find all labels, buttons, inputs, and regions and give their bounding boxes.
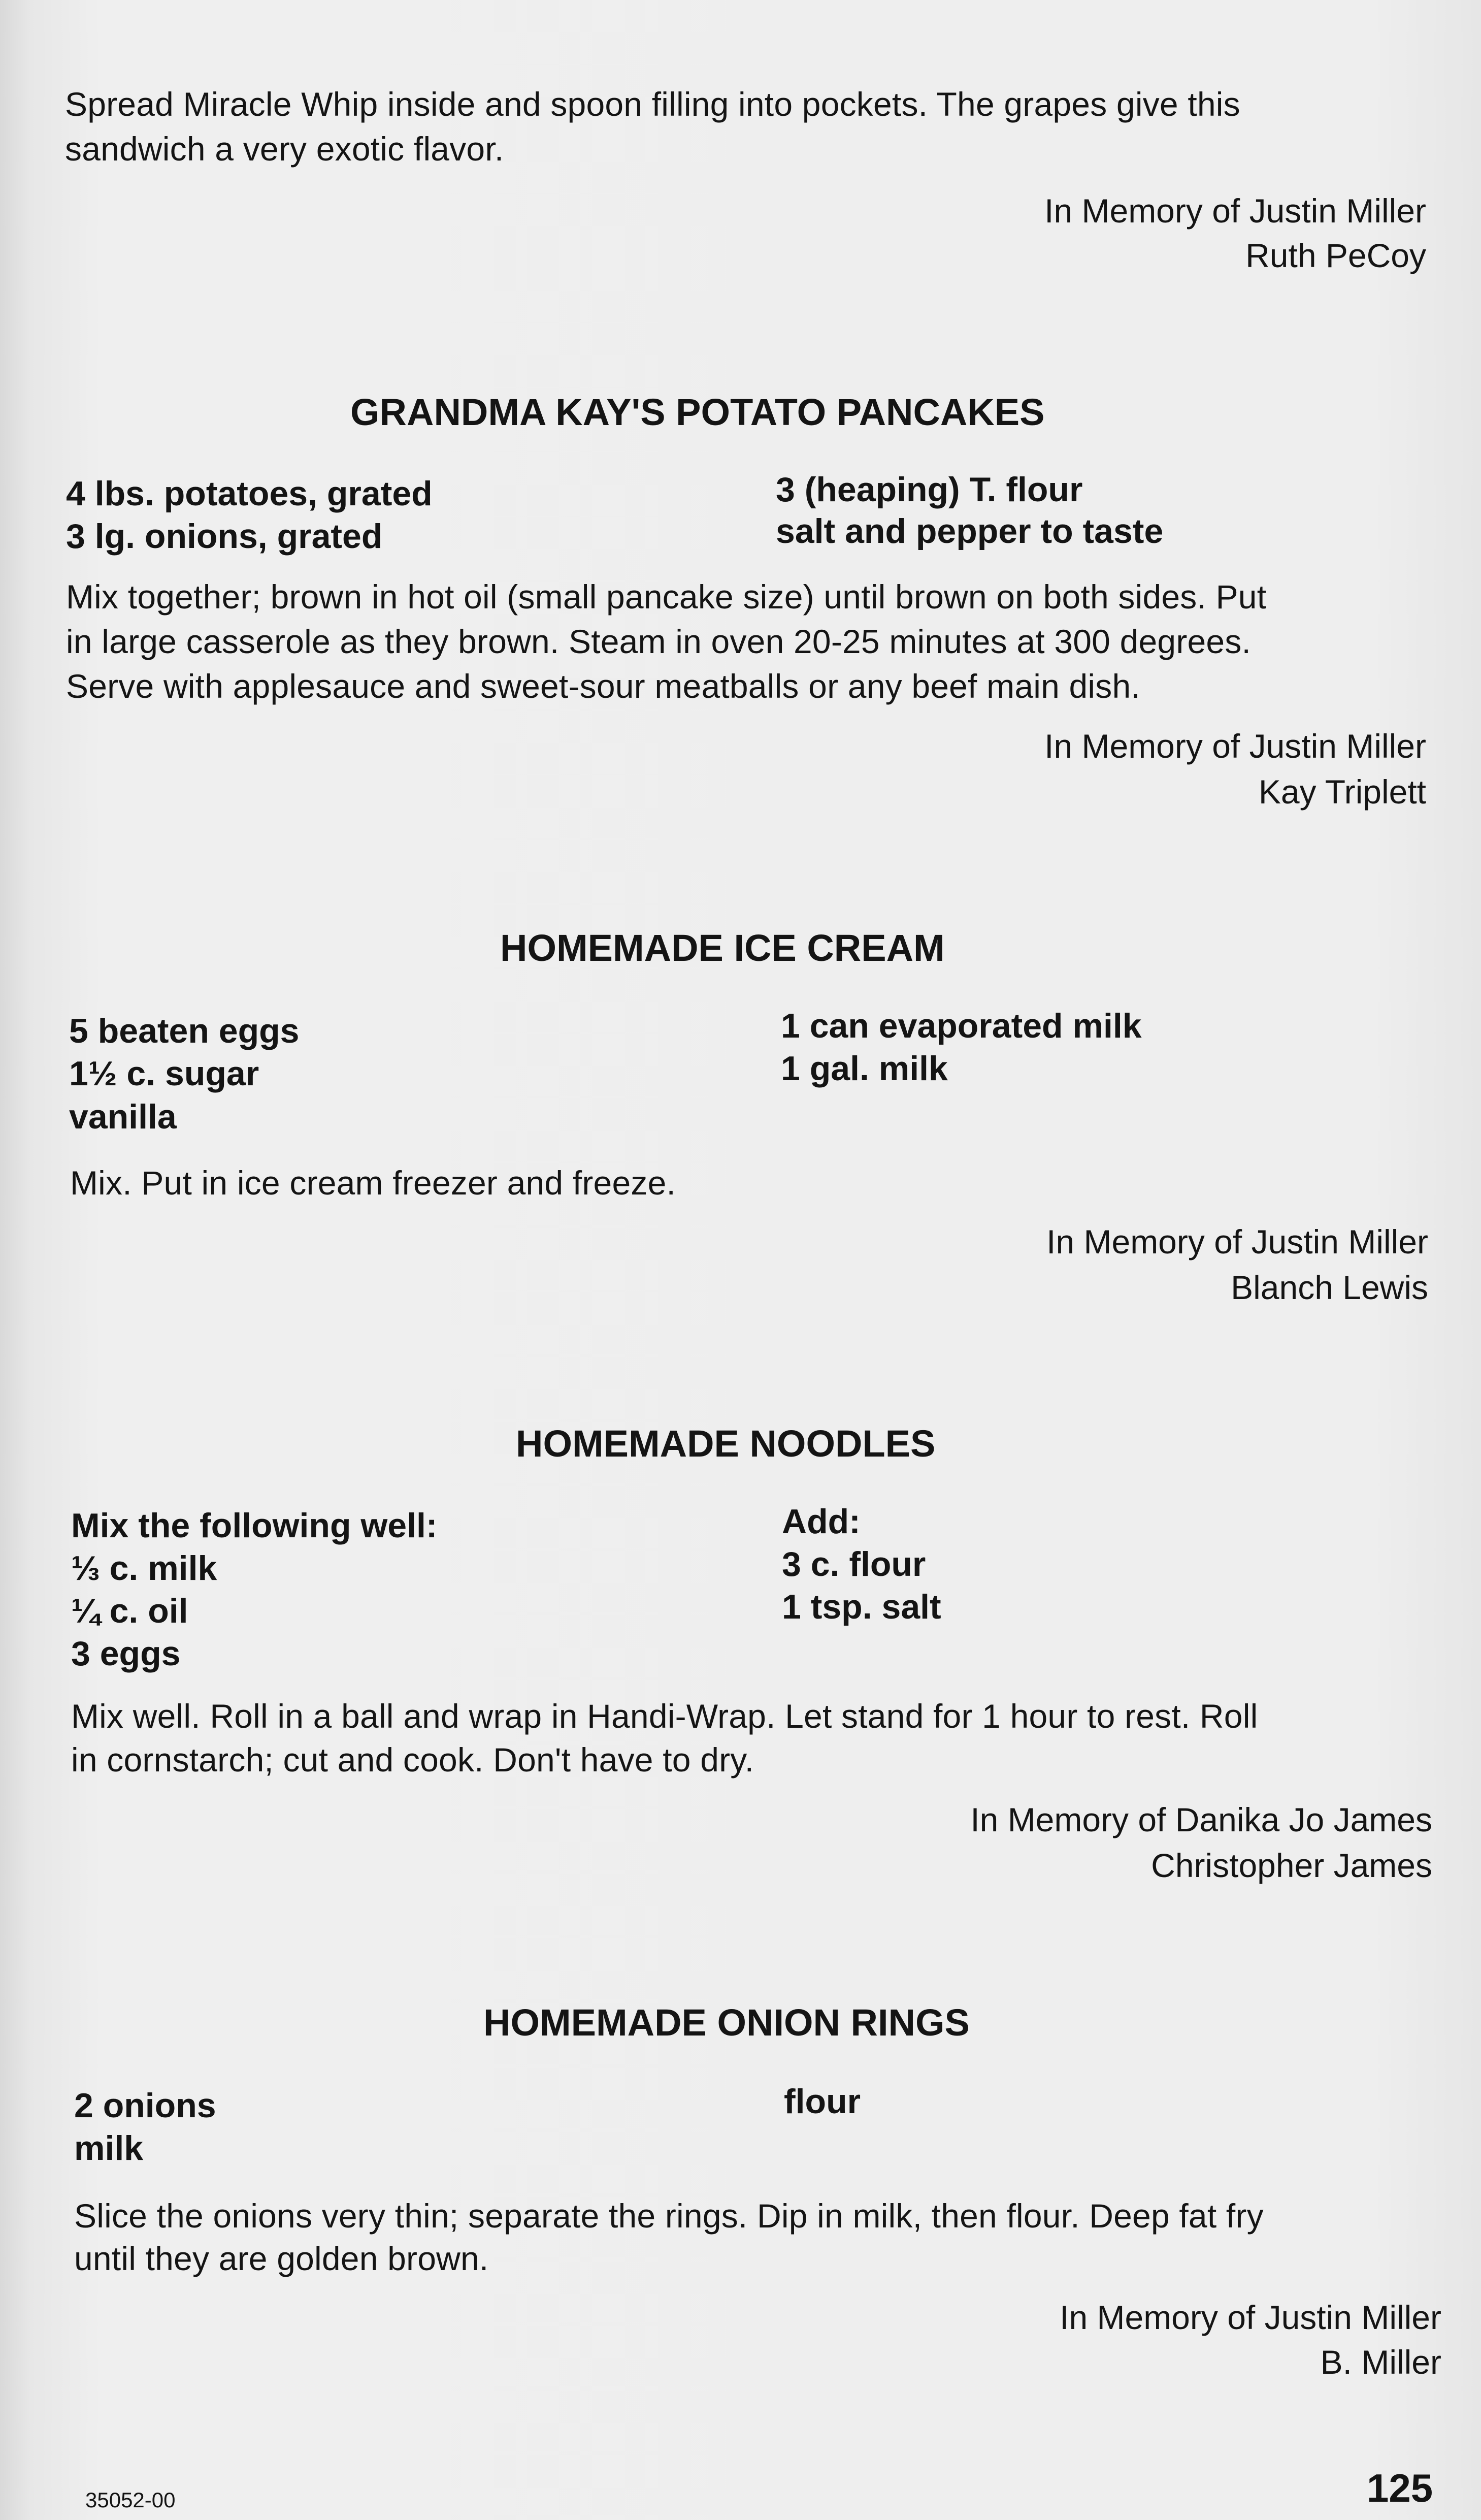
recipe-title-potato-pancakes: GRANDMA KAY'S POTATO PANCAKES xyxy=(350,391,1045,433)
recipe-title-noodles: HOMEMADE NOODLES xyxy=(516,1423,936,1465)
top-recipe-signature-line-1: In Memory of Justin Miller xyxy=(1044,192,1426,230)
signature-author: Christopher James xyxy=(1151,1847,1432,1884)
signature-author: Blanch Lewis xyxy=(1231,1269,1428,1306)
ingredient-right: 1 gal. milk xyxy=(781,1049,948,1088)
method-line: Mix together; brown in hot oil (small pancake size) until brown on both sides. Put xyxy=(66,578,1267,616)
ingredient-left: vanilla xyxy=(69,1097,177,1136)
method-line: Serve with applesauce and sweet-sour meatballs or any beef main dish. xyxy=(66,667,1140,705)
signature-author: B. Miller xyxy=(1320,2343,1441,2381)
ingredient-left: 3 eggs xyxy=(71,1634,181,1673)
signature-memory-line: In Memory of Danika Jo James xyxy=(970,1801,1432,1838)
signature-memory-line: In Memory of Justin Miller xyxy=(1046,1223,1428,1261)
recipe-title-onion-rings: HOMEMADE ONION RINGS xyxy=(483,2001,970,2044)
ingredient-left: 3 lg. onions, grated xyxy=(66,517,383,556)
method-line: Mix well. Roll in a ball and wrap in Handi-Wrap. Let stand for 1 hour to rest. Roll xyxy=(71,1697,1258,1735)
ingredient-left: ⅓ c. milk xyxy=(71,1549,217,1588)
ingredient-left: 4 lbs. potatoes, grated xyxy=(66,474,433,513)
method-line: in large casserole as they brown. Steam in oven 20-25 minutes at 300 degrees. xyxy=(66,623,1252,660)
ingredient-left: 5 beaten eggs xyxy=(69,1012,300,1050)
method-line: until they are golden brown. xyxy=(74,2240,489,2277)
method-line: in cornstarch; cut and cook. Don't have to dry. xyxy=(71,1741,754,1779)
ingredient-right: flour xyxy=(784,2082,861,2121)
ingredient-left: milk xyxy=(74,2129,144,2168)
top-recipe-method-line-2: sandwich a very exotic flavor. xyxy=(65,130,504,168)
recipe-title-ice-cream: HOMEMADE ICE CREAM xyxy=(500,927,945,969)
top-recipe-method-line-1: Spread Miracle Whip inside and spoon filling into pockets. The grapes give this xyxy=(65,85,1240,123)
signature-author: Kay Triplett xyxy=(1258,773,1426,811)
page-number: 125 xyxy=(1367,2466,1433,2510)
ingredient-left: 1½ c. sugar xyxy=(69,1054,259,1093)
signature-memory-line: In Memory of Justin Miller xyxy=(1060,2299,1441,2336)
print-code: 35052-00 xyxy=(85,2488,176,2512)
ingredient-left: Mix the following well: xyxy=(71,1506,438,1545)
method-line: Mix. Put in ice cream freezer and freeze. xyxy=(70,1164,676,1202)
ingredient-right: 1 can evaporated milk xyxy=(781,1007,1142,1045)
ingredient-right: Add: xyxy=(782,1502,861,1541)
ingredient-right: 3 c. flour xyxy=(782,1545,926,1584)
method-line: Slice the onions very thin; separate the rings. Dip in milk, then flour. Deep fat fry xyxy=(74,2197,1264,2235)
top-recipe-signature-author: Ruth PeCoy xyxy=(1245,237,1426,274)
ingredient-right: salt and pepper to taste xyxy=(776,512,1164,551)
ingredient-right: 3 (heaping) T. flour xyxy=(776,470,1083,509)
ingredient-left: 2 onions xyxy=(74,2086,216,2125)
signature-memory-line: In Memory of Justin Miller xyxy=(1044,727,1426,765)
ingredient-right: 1 tsp. salt xyxy=(782,1588,941,1626)
ingredient-left: ¼ c. oil xyxy=(71,1592,188,1630)
